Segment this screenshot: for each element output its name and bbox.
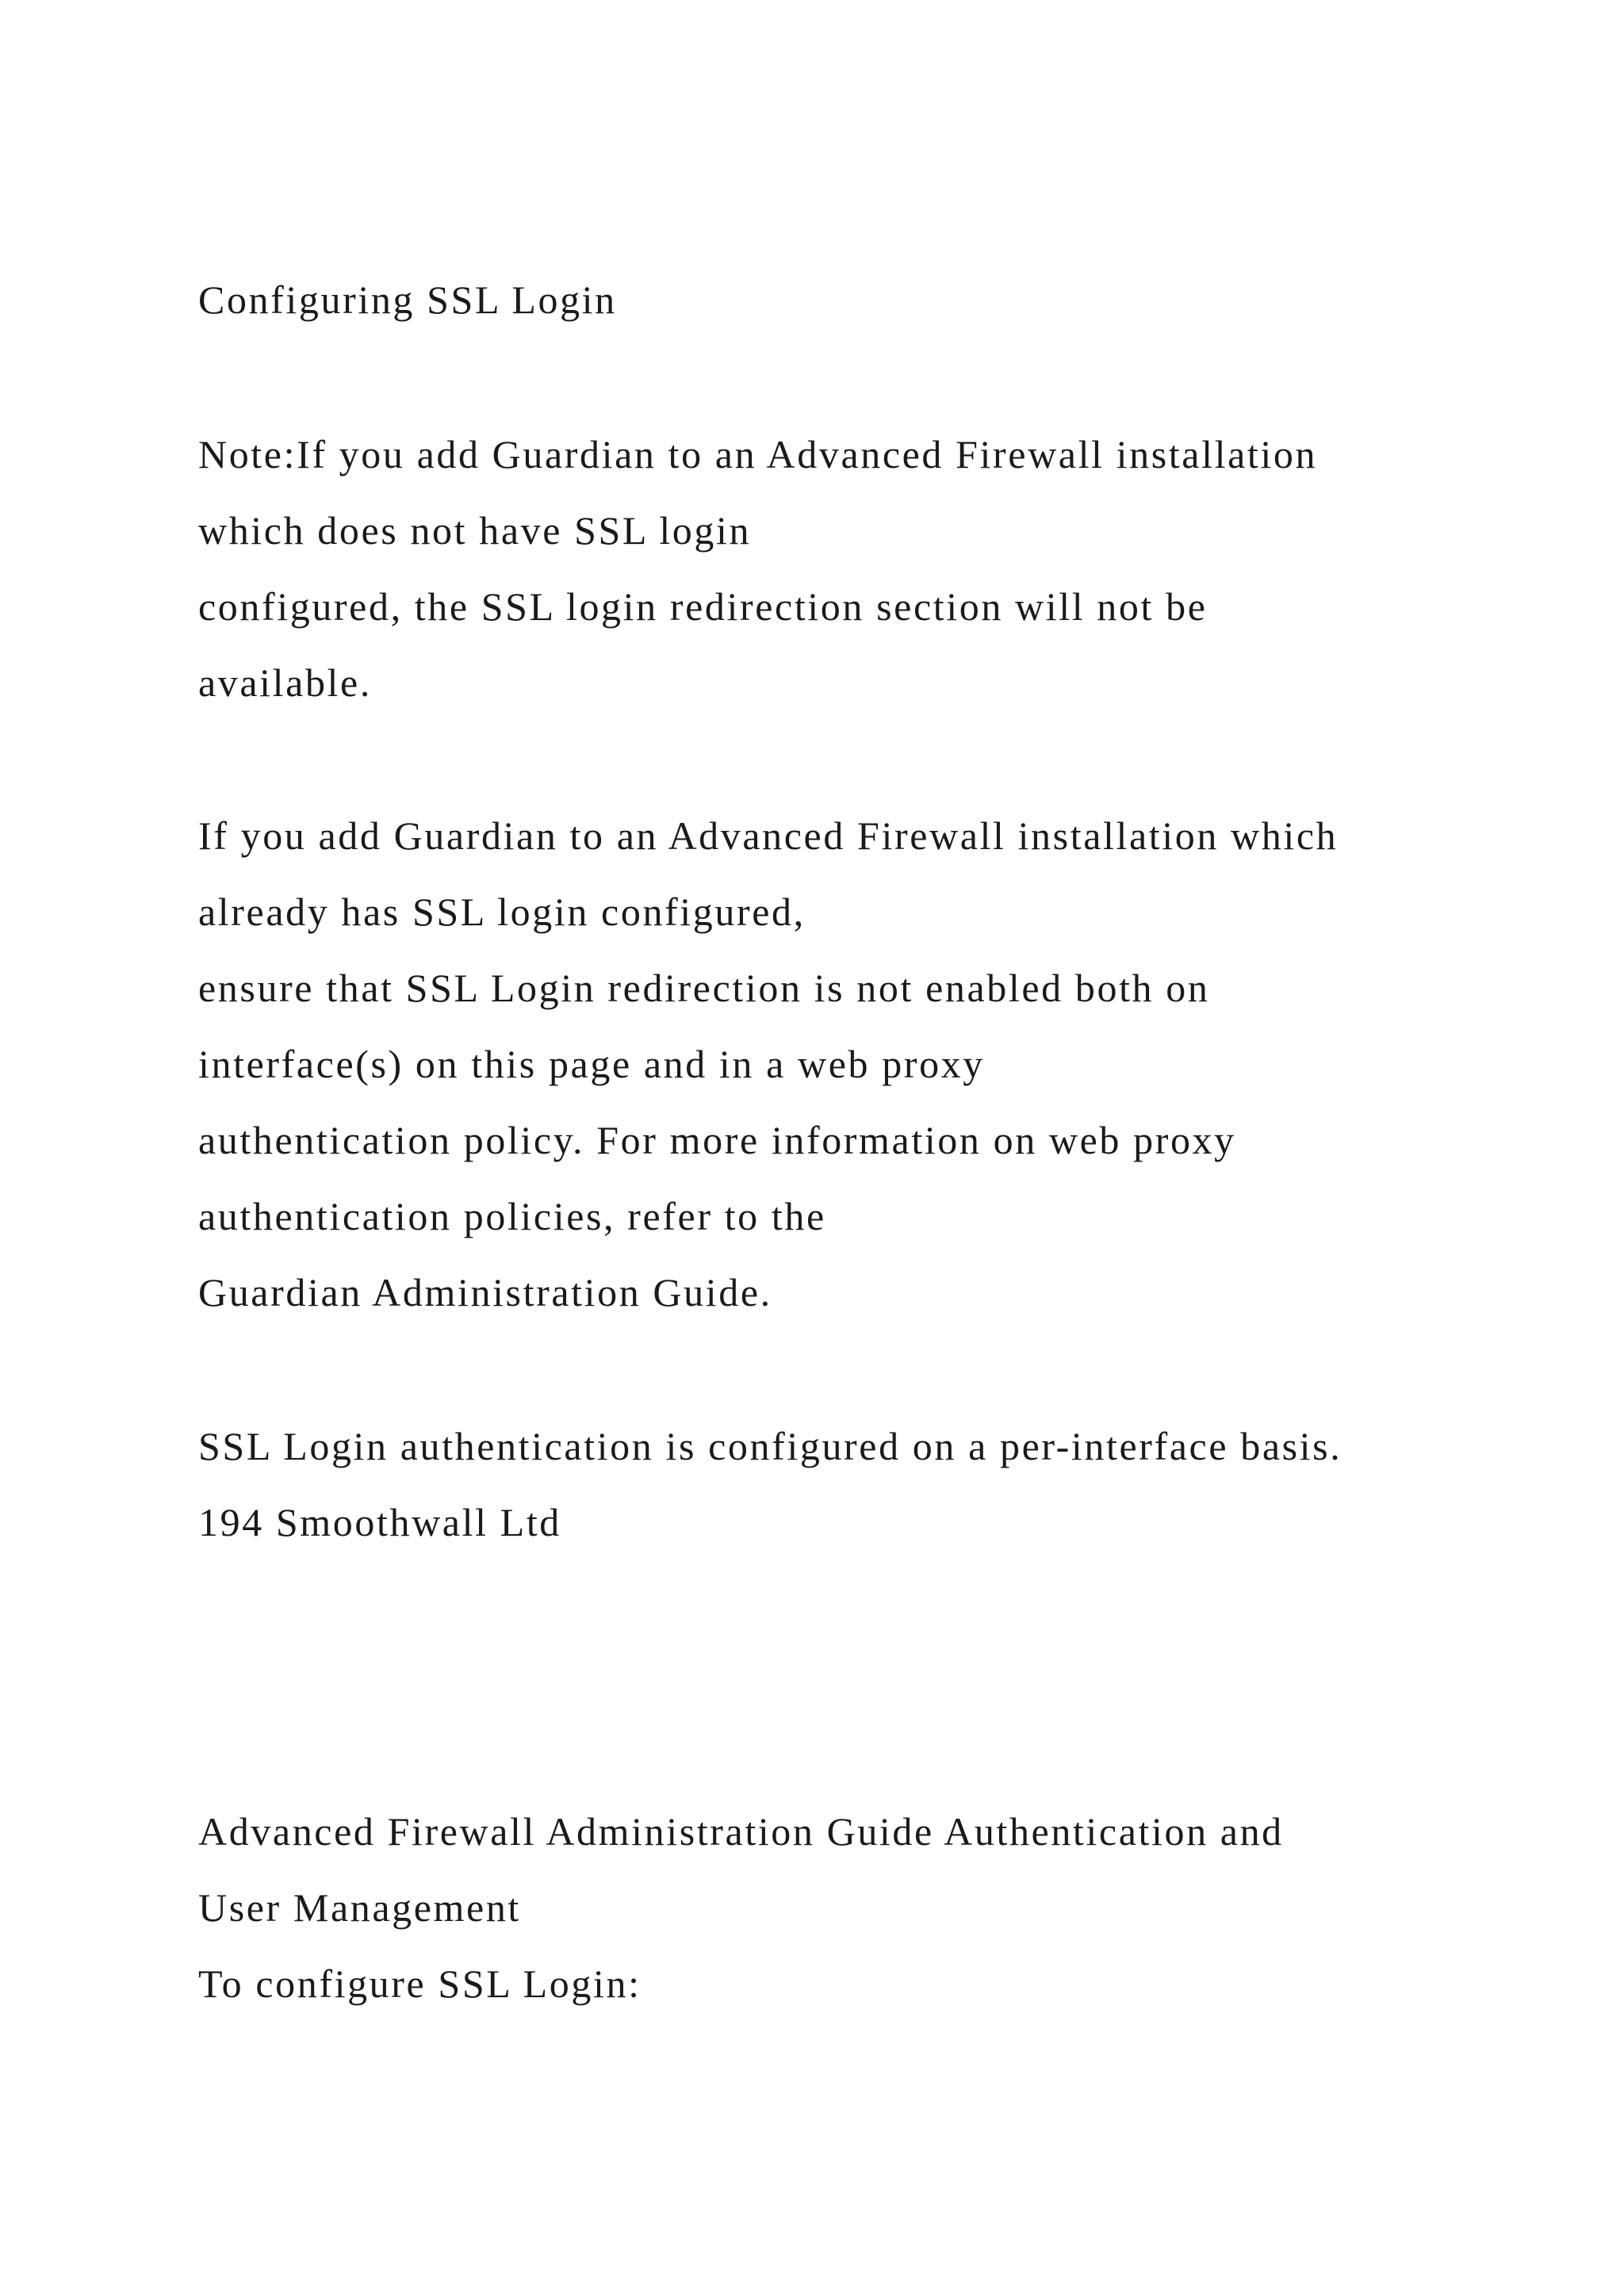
paragraph-line-1: If you add Guardian to an Advanced Firewall installation which — [198, 813, 1339, 858]
note-line-1: Note:If you add Guardian to an Advanced Firewall installation — [198, 432, 1318, 476]
running-header-line-2: User Management — [198, 1885, 521, 1930]
paragraph-line-3: ensure that SSL Login redirection is not enabled both on — [198, 966, 1210, 1010]
paragraph-line-7: Guardian Administration Guide. — [198, 1270, 772, 1314]
subheading: To configure SSL Login: — [198, 1961, 642, 2006]
section-heading: Configuring SSL Login — [198, 277, 617, 322]
paragraph-line-5: authentication policy. For more information on web proxy — [198, 1118, 1236, 1162]
note-line-2: which does not have SSL login — [198, 508, 752, 553]
paragraph-line-4: interface(s) on this page and in a web proxy — [198, 1042, 985, 1086]
note-line-3: configured, the SSL login redirection section will not be — [198, 584, 1208, 629]
statement-line: SSL Login authentication is configured on a per-interface basis. — [198, 1424, 1342, 1468]
running-header-line-1: Advanced Firewall Administration Guide Authentication and — [198, 1809, 1284, 1854]
paragraph-line-6: authentication policies, refer to the — [198, 1194, 826, 1238]
note-line-4: available. — [198, 660, 372, 705]
page-footer: 194 Smoothwall Ltd — [198, 1500, 561, 1544]
paragraph-line-2: already has SSL login configured, — [198, 890, 806, 934]
